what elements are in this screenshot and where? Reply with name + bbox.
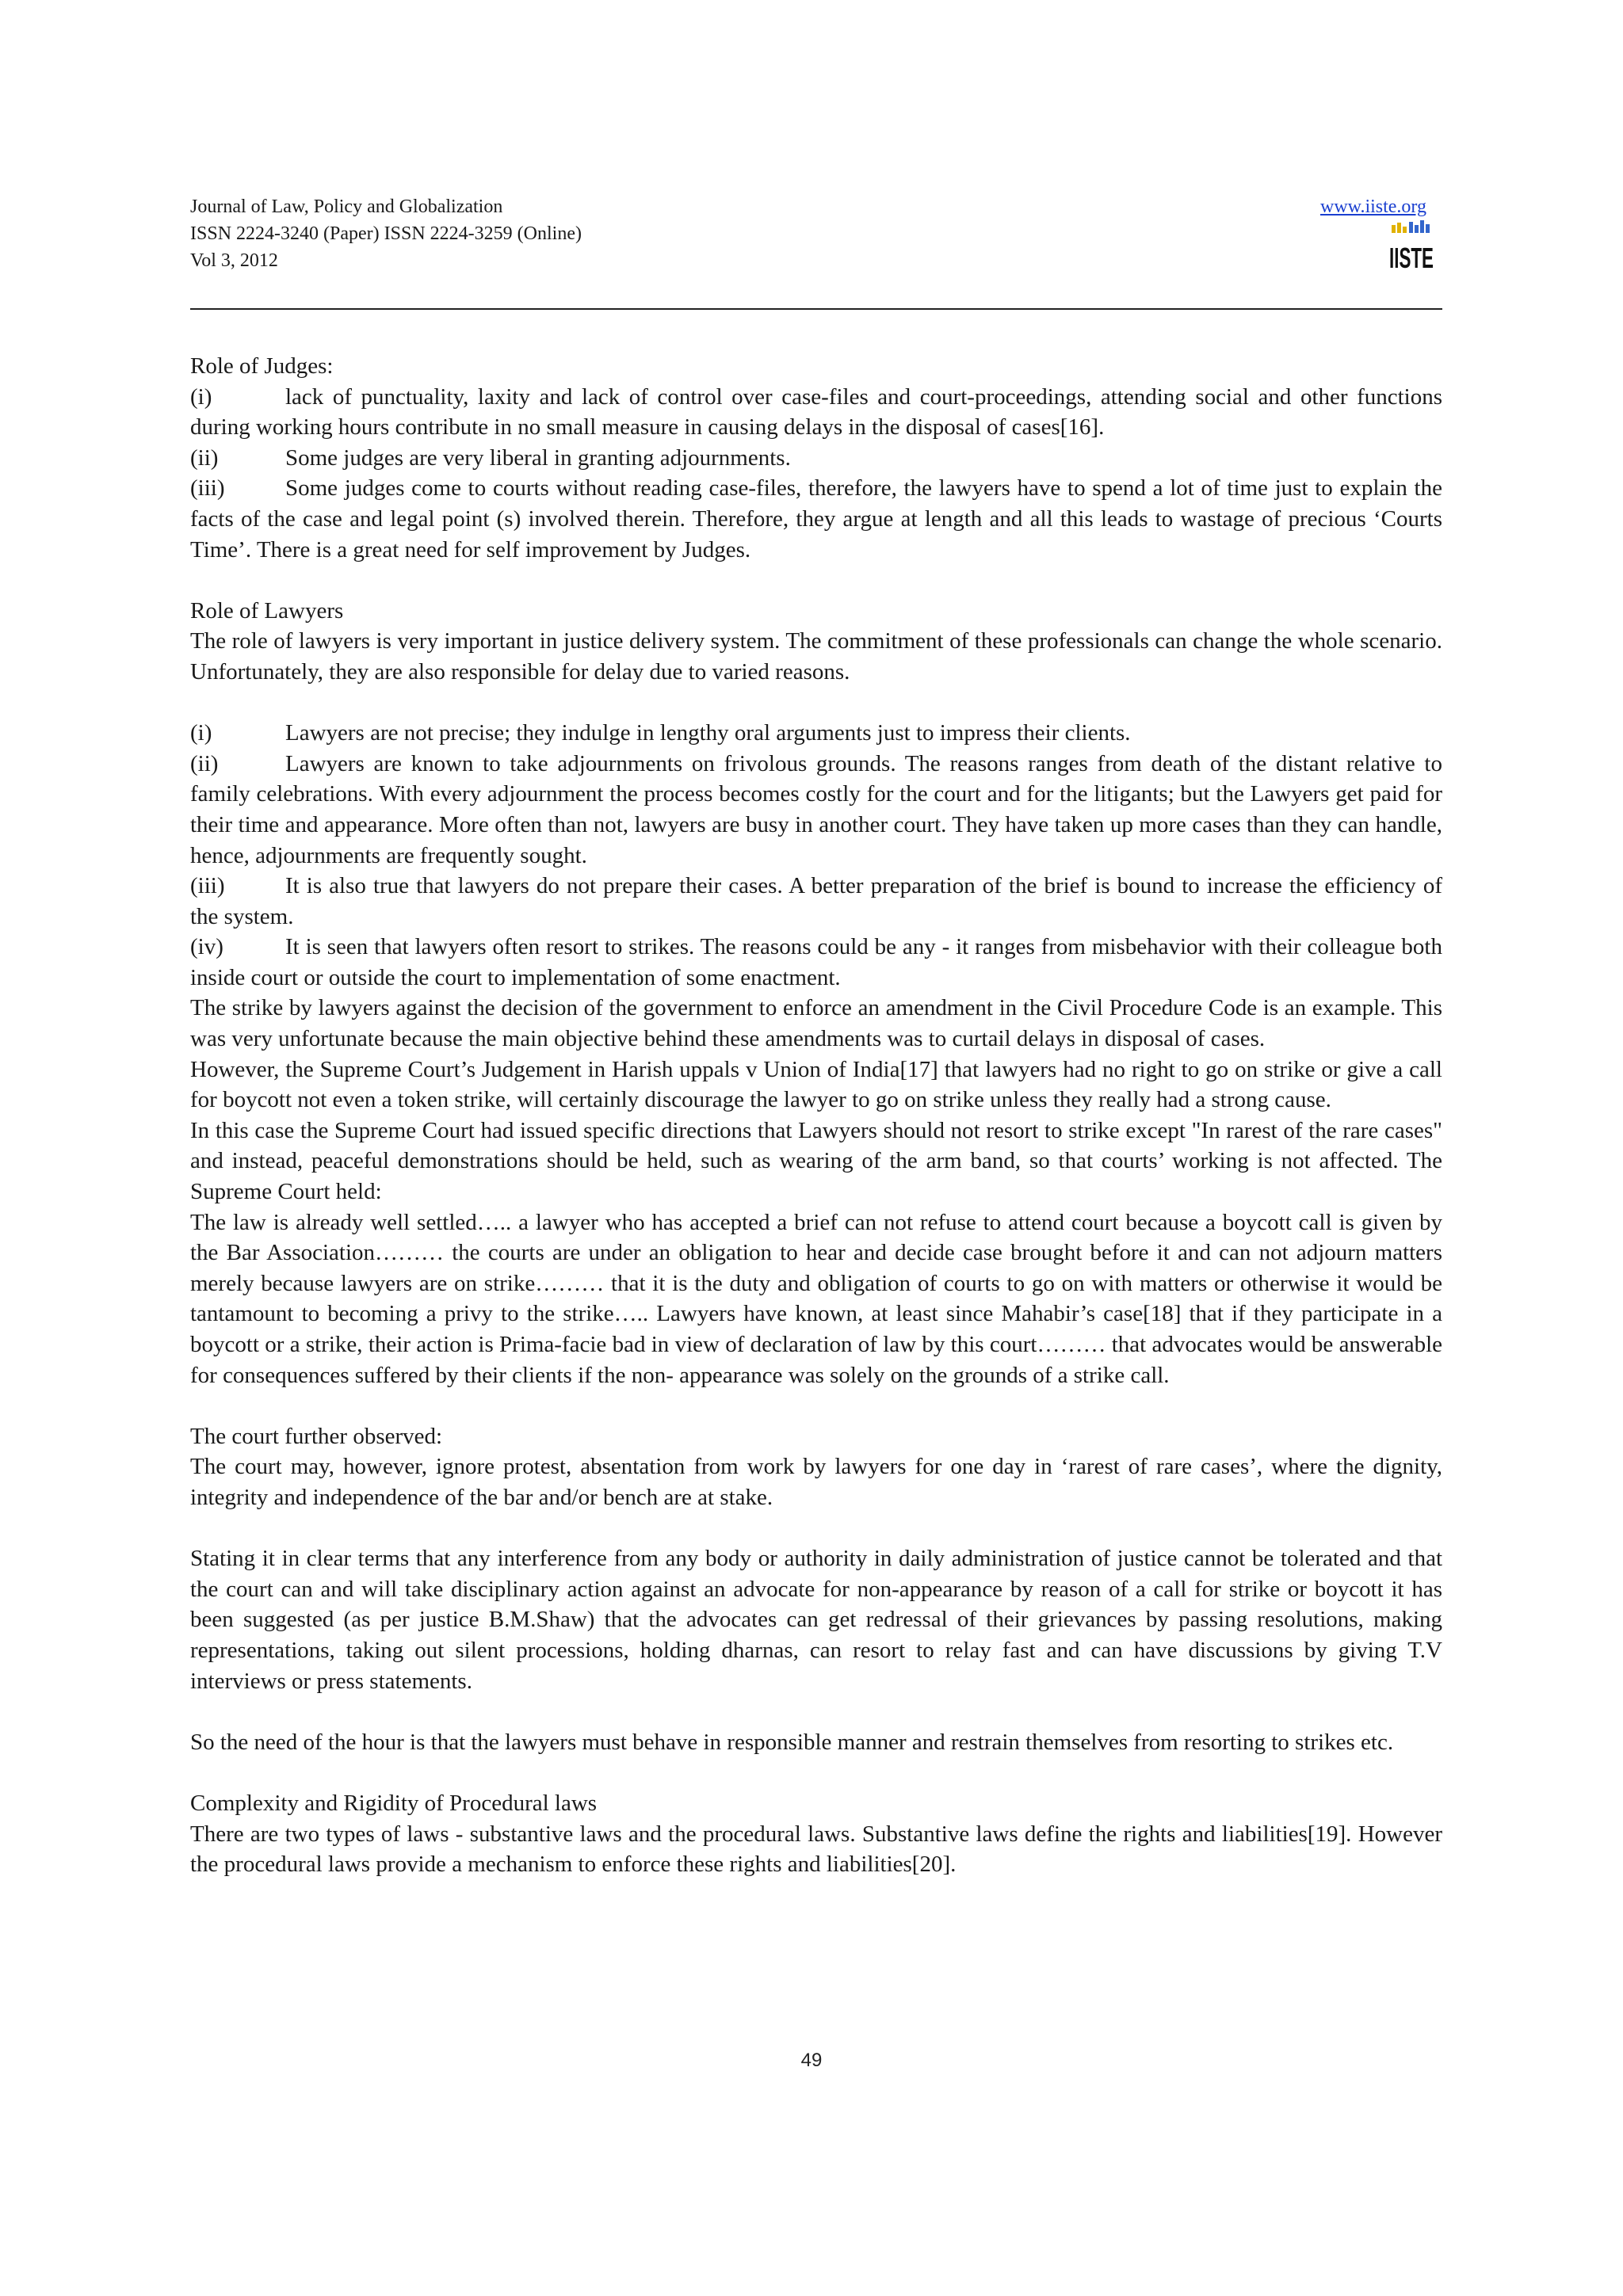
- list-item: [190, 473, 1442, 565]
- list-item: [190, 871, 1442, 932]
- section-heading-complexity: Complexity and Rigidity of Procedural laws: [190, 1790, 598, 1816]
- item-number: (i): [190, 383, 212, 410]
- item-number: (iv): [190, 934, 223, 960]
- item-number: (ii): [190, 750, 219, 776]
- list-item: [190, 718, 1442, 749]
- issn-line: ISSN 2224-3240 (Paper) ISSN 2224-3259 (Online): [190, 223, 582, 244]
- paragraph: However, the Supreme Court’s Judgement in Harish uppals v Union of India[17] that lawyers had no right to go on strike or give a call for boycott not even a token strike, will certainly discourage the lawyer to go on strike unless they really had a strong cause.: [190, 1056, 1442, 1113]
- item-number: (iii): [190, 873, 225, 899]
- item-number: (ii): [190, 444, 219, 471]
- journal-info: [190, 193, 582, 274]
- paragraph: In this case the Supreme Court had issued specific directions that Lawyers should not resort to strike except "In rarest of the rare cases" and instead, peaceful demonstrations should be held, such as wearing of the arm band, so that courts’ working is not affected. The Supreme Court held:: [190, 1117, 1442, 1205]
- journal-title: Journal of Law, Policy and Globalization: [190, 196, 503, 217]
- page-header: [190, 193, 1442, 277]
- paragraph: The strike by lawyers against the decision of the government to enforce an amendment in the Civil Procedure Code is an example. This was very unfortunate because the main objective behind these amendments was to curtail delays in disposal of cases.: [190, 995, 1442, 1052]
- paragraph: The court further observed:: [190, 1423, 443, 1449]
- item-number: (iii): [190, 475, 225, 502]
- svg-text:IISTE: IISTE: [1389, 242, 1434, 274]
- volume-line: Vol 3, 2012: [190, 250, 278, 271]
- paragraph: So the need of the hour is that the lawyers must behave in responsible manner and restrain themselves from resorting to strikes etc.: [190, 1729, 1394, 1755]
- item-text: It is seen that lawyers often resort to strikes. The reasons could be any - it ranges from misbehavior with their colleague both inside court or outside the court to implementation of some enactment.: [190, 934, 1442, 990]
- item-text: lack of punctuality, laxity and lack of control over case-files and court-proceedings, attending social and other functions during working hours contribute in no small measure in causing delays in the disposal of cases[16].: [190, 383, 1442, 441]
- section-heading-judges: Role of Judges:: [190, 353, 334, 379]
- list-item: [190, 382, 1442, 443]
- paragraph: The law is already well settled….. a lawyer who has accepted a brief can not refuse to attend court because a boycott call is given by the Bar Association……… the courts are under an obligation to hear and decide case brought before it and can not adjourn matters merely because lawyers are on strike……… that it is the duty and obligation of courts to go on with matters or otherwise it would be tantamount to becoming a privy to the strike….. Lawyers have known, at least since Mahabir’s case[18] that if they participate in a boycott or a strike, their action is Prima-facie bad in view of declaration of law by this court……… that advocates would be answerable for consequences suffered by their clients if the non- appearance was solely on the grounds of a strike call.: [190, 1209, 1442, 1388]
- page-number: 49: [800, 2050, 823, 2071]
- item-text: Lawyers are not precise; they indulge in lengthy oral arguments just to impress their clients.: [285, 720, 1131, 746]
- paragraph: Stating it in clear terms that any interference from any body or authority in daily administration of justice cannot be tolerated and that the court can and will take disciplinary action against an advocate for non-appearance by reason of a call for strike or boycott it has been suggested (as per justice B.M.Shaw) that the advocates can get redressal of their grievances by passing resolutions, making representations, taking out silent processions, holding dharnas, can resort to relay fast and can have discussions by giving T.V interviews or press statements.: [190, 1546, 1442, 1694]
- header-divider: [190, 308, 1442, 310]
- item-text: Lawyers are known to take adjournments on frivolous grounds. The reasons ranges from death of the distant relative to family celebrations. With every adjournment the process becomes costly for the court and for the litigants; but the Lawyers get paid for their time and appearance. More often than not, lawyers are busy in another court. They have taken up more cases than they can handle, hence, adjournments are frequently sought.: [190, 750, 1442, 868]
- item-text: Some judges are very liberal in granting adjournments.: [285, 444, 791, 471]
- paragraph: There are two types of laws - substantive laws and the procedural laws. Substantive laws define the rights and liabilities[19]. However the procedural laws provide a mechanism to enforce these rights and liabilities[20].: [190, 1821, 1442, 1878]
- iiste-logo-icon: [1387, 220, 1436, 273]
- paragraph: The role of lawyers is very important in justice delivery system. The commitment of these professionals can change the whole scenario. Unfortunately, they are also responsible for delay due to varied reasons.: [190, 628, 1442, 685]
- paragraph: The court may, however, ignore protest, absentation from work by lawyers for one day in ‘rarest of rare cases’, where the dignity, integrity and independence of the bar and/or bench are at stake.: [190, 1454, 1442, 1510]
- item-text: Some judges come to courts without reading case-files, therefore, the lawyers have to spend a lot of time just to explain the facts of the case and legal point (s) involved therein. Therefore, they argue at length and all this leads to wastage of precious ‘Courts Time’. There is a great need for self improvement by Judges.: [190, 475, 1442, 563]
- list-item: [190, 443, 1442, 474]
- list-item: [190, 749, 1442, 871]
- section-heading-lawyers: Role of Lawyers: [190, 597, 344, 624]
- item-text: It is also true that lawyers do not prepare their cases. A better preparation of the brief is bound to increase the efficiency of the system.: [190, 873, 1442, 929]
- website-link[interactable]: www.iiste.org: [1320, 196, 1426, 217]
- article-body: [190, 351, 1442, 1880]
- list-item: [190, 932, 1442, 993]
- item-number: (i): [190, 720, 212, 746]
